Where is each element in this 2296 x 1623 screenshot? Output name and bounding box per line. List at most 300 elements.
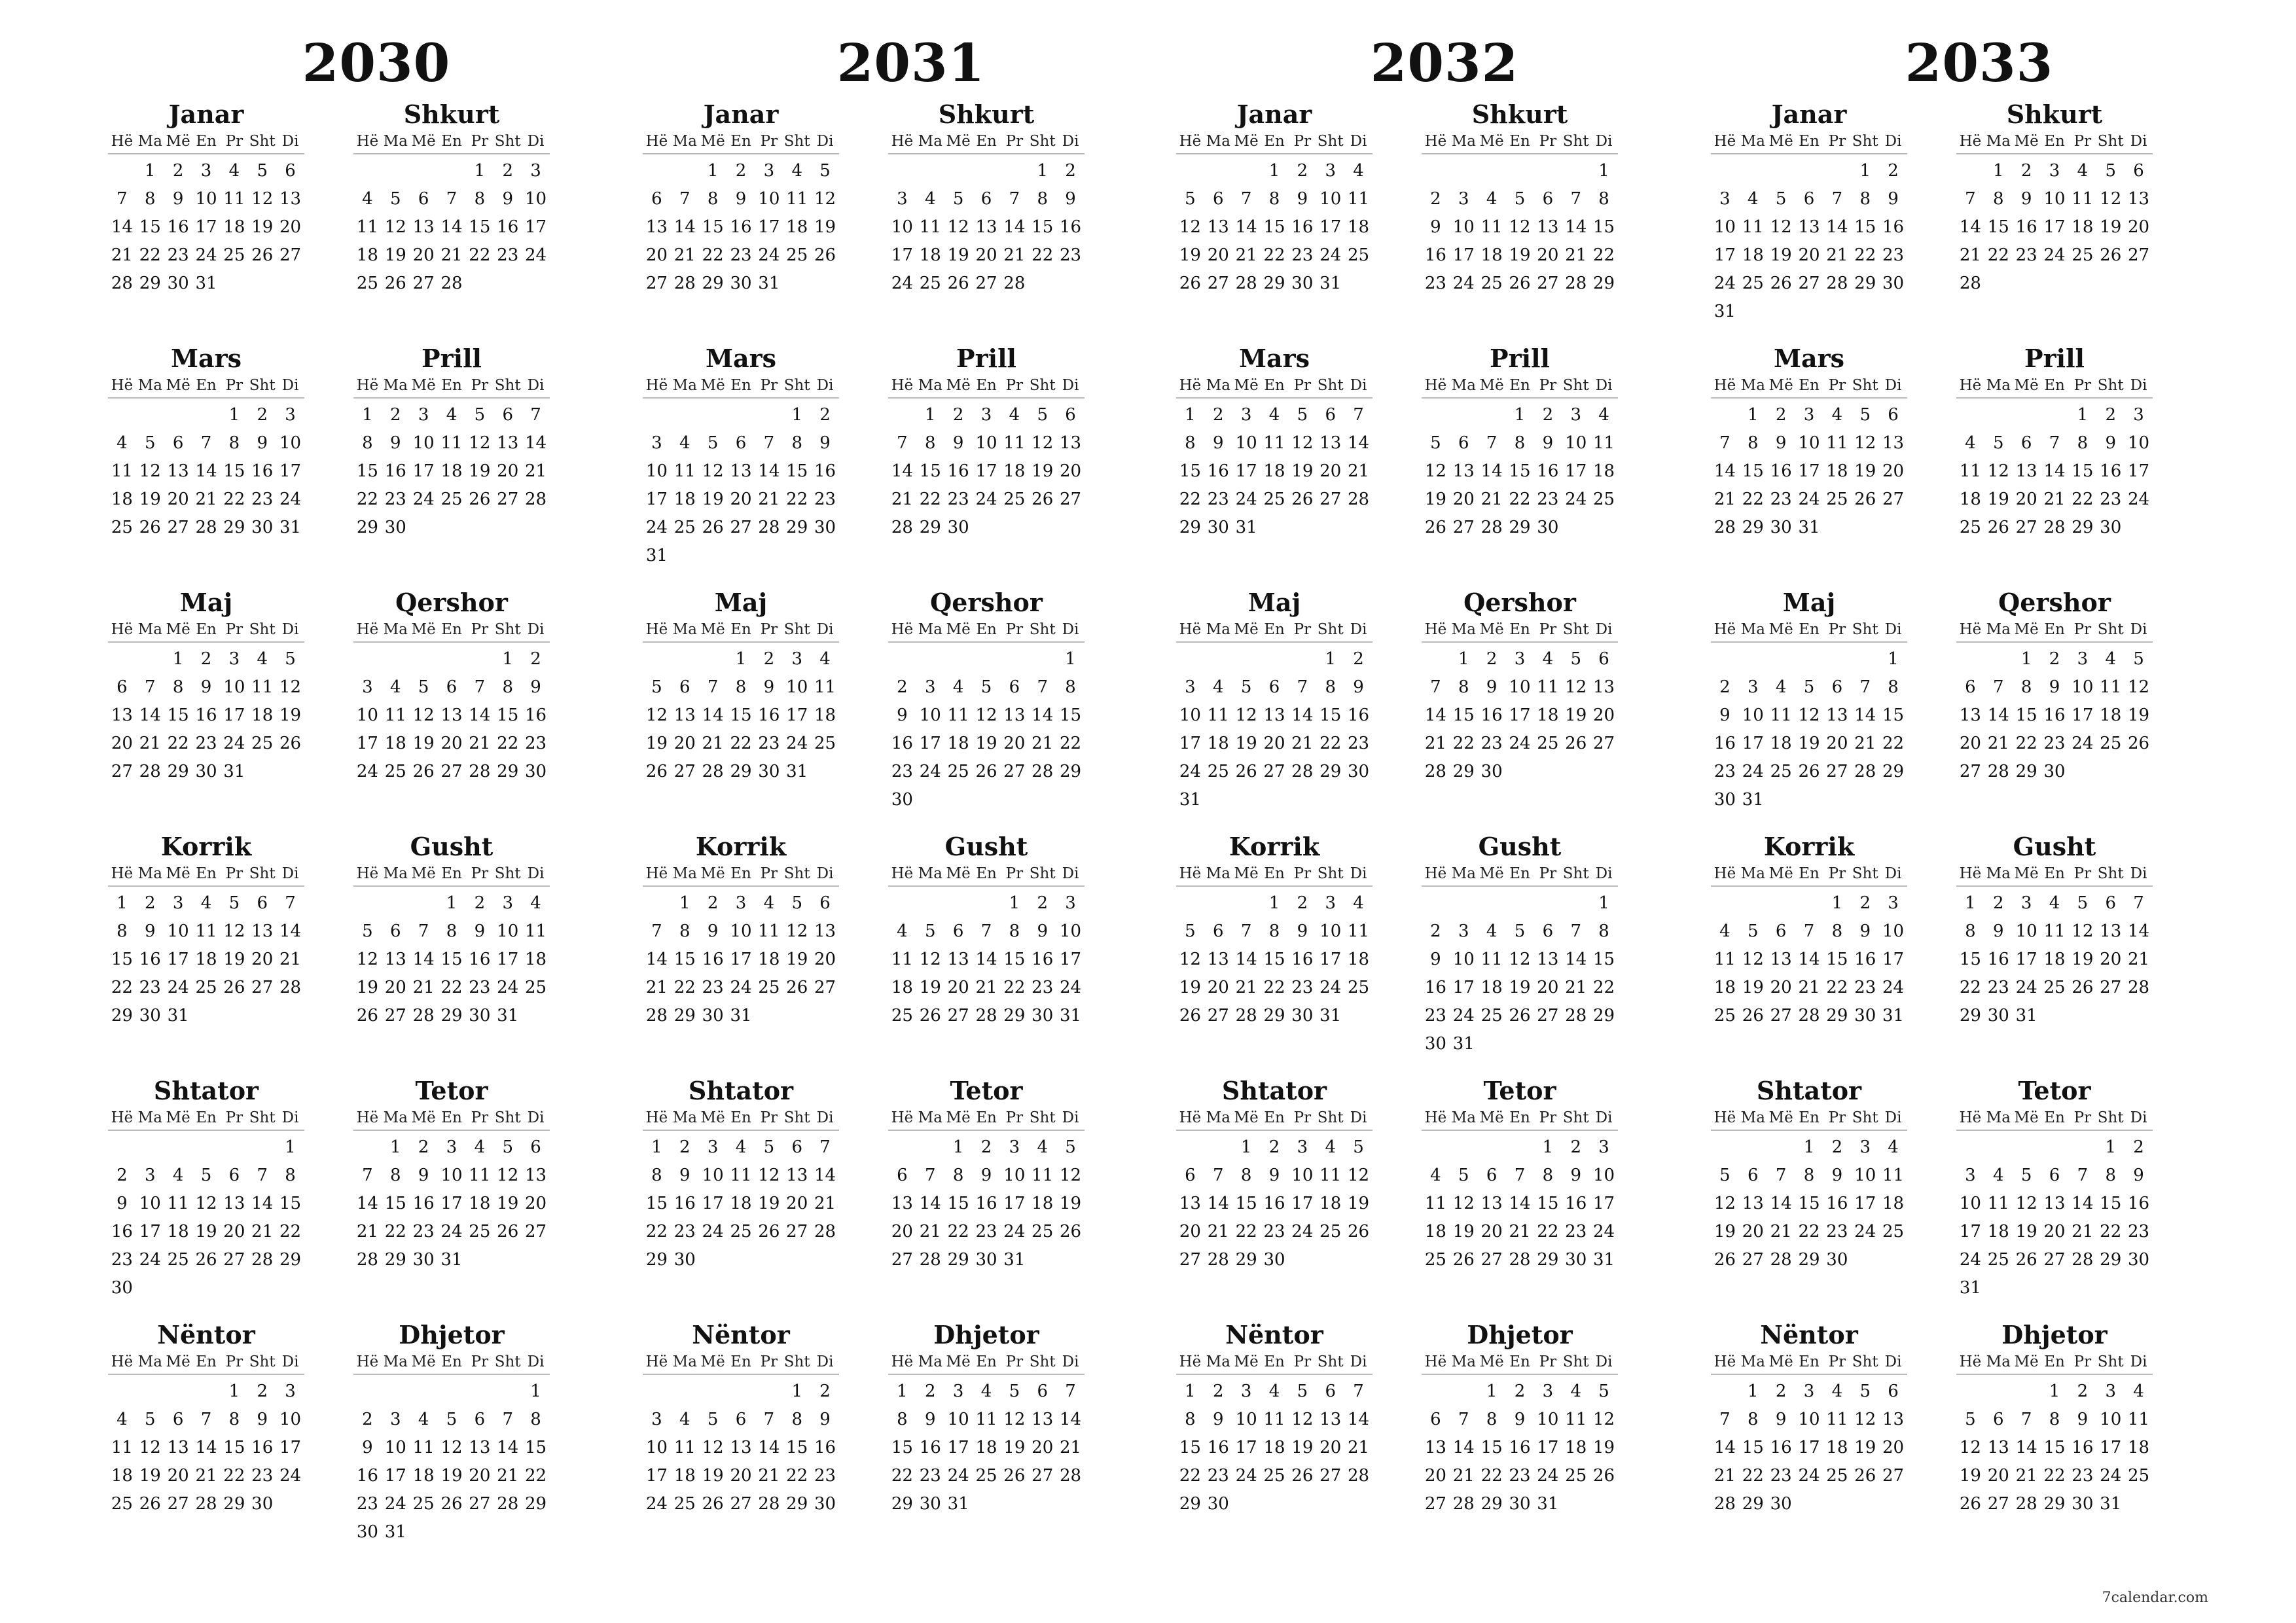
day-cell: 29 <box>1480 1494 1503 1514</box>
weekday-label: Ma <box>918 377 942 394</box>
day-cell: 28 <box>1424 762 1446 781</box>
day-cell: 18 <box>891 978 913 997</box>
day-cell: 20 <box>1826 734 1848 753</box>
month-block <box>1711 832 1907 1076</box>
day-cell: 29 <box>1742 1494 1764 1514</box>
day-cell: 25 <box>440 490 463 509</box>
day-cell: 10 <box>1882 921 1905 941</box>
day-cell: 20 <box>1593 705 1615 725</box>
day-cell: 2 <box>1775 1382 1787 1401</box>
day-cell: 1 <box>1748 1382 1759 1401</box>
day-grid <box>1176 157 1372 298</box>
day-cell: 7 <box>1719 1410 1731 1429</box>
day-cell: 4 <box>1542 649 1554 669</box>
day-cell: 20 <box>1319 1438 1342 1457</box>
day-cell: 5 <box>1775 189 1787 209</box>
day-blank <box>353 1133 382 1162</box>
day-cell: 7 <box>362 1166 373 1185</box>
weekday-label: Më <box>2014 865 2039 882</box>
day-cell: 4 <box>1009 405 1020 425</box>
month-block <box>1176 832 1372 1076</box>
day-cell: 13 <box>167 1438 189 1457</box>
day-grid <box>1176 889 1372 1030</box>
day-cell: 29 <box>139 274 161 293</box>
day-cell: 17 <box>758 217 780 237</box>
day-cell: 2 <box>502 161 513 181</box>
day-cell: 22 <box>356 490 378 509</box>
weekday-label: En <box>976 377 997 394</box>
day-cell: 25 <box>1003 490 1026 509</box>
weekday-label: Hë <box>1179 1353 1202 1370</box>
day-cell: 20 <box>412 245 435 265</box>
day-cell: 18 <box>1003 461 1026 481</box>
day-blank <box>1984 645 2013 673</box>
day-cell: 18 <box>1263 1438 1285 1457</box>
day-cell: 23 <box>251 490 274 509</box>
day-cell: 26 <box>139 1494 161 1514</box>
day-cell: 7 <box>117 189 128 209</box>
weekday-label: En <box>441 377 462 394</box>
day-cell: 22 <box>919 490 941 509</box>
day-cell: 17 <box>356 734 378 753</box>
weekday-label: Sht <box>249 133 276 150</box>
day-cell: 1 <box>735 649 747 669</box>
day-cell: 17 <box>1452 245 1475 265</box>
day-cell: 23 <box>2015 245 2037 265</box>
day-blank <box>888 645 916 673</box>
year-column <box>108 26 645 1564</box>
weekday-label: Më <box>700 865 725 882</box>
weekday-header <box>1422 374 1618 399</box>
day-cell: 1 <box>1598 161 1609 181</box>
day-cell: 29 <box>2100 1250 2122 1270</box>
day-cell: 2 <box>257 405 268 425</box>
day-cell: 24 <box>758 245 780 265</box>
day-cell: 2 <box>2133 1137 2144 1157</box>
day-cell: 7 <box>2077 1166 2089 1185</box>
day-cell: 5 <box>1009 1382 1020 1401</box>
month-name: Qershor <box>930 588 1043 617</box>
day-cell: 5 <box>1297 1382 1308 1401</box>
month-name: Shtator <box>688 1076 794 1105</box>
day-cell: 3 <box>1240 405 1252 425</box>
day-cell: 31 <box>1060 1006 1082 1026</box>
day-cell: 14 <box>645 950 668 969</box>
day-grid <box>1711 1133 1907 1274</box>
month-name: Tetor <box>950 1076 1023 1105</box>
day-cell: 24 <box>1452 1006 1475 1026</box>
month-block <box>353 1320 550 1564</box>
day-cell: 5 <box>2105 161 2116 181</box>
weekday-label: En <box>1509 133 1530 150</box>
weekday-label: Ma <box>672 1353 697 1370</box>
day-cell: 15 <box>2100 1194 2122 1213</box>
day-cell: 19 <box>1959 1466 1981 1486</box>
day-cell: 23 <box>1263 1222 1285 1241</box>
day-cell: 1 <box>117 893 128 913</box>
month-block <box>888 99 1085 344</box>
day-cell: 16 <box>1480 705 1503 725</box>
day-cell: 27 <box>2015 518 2037 537</box>
day-cell: 8 <box>1993 189 2004 209</box>
day-cell: 24 <box>2072 734 2094 753</box>
day-cell: 25 <box>673 518 696 537</box>
day-cell: 18 <box>1987 1222 2009 1241</box>
day-blank <box>1506 157 1534 185</box>
weekday-label: Sht <box>1029 133 1056 150</box>
day-cell: 2 <box>2077 1382 2089 1401</box>
day-cell: 4 <box>1831 1382 1843 1401</box>
day-cell: 10 <box>1452 950 1475 969</box>
month-block <box>1956 1320 2153 1564</box>
day-cell: 25 <box>2100 734 2122 753</box>
month-name: Nëntor <box>692 1320 790 1349</box>
weekday-label: En <box>2044 621 2065 638</box>
day-cell: 8 <box>2020 677 2032 697</box>
weekday-label: Ma <box>137 865 162 882</box>
day-cell: 18 <box>251 705 274 725</box>
day-cell: 7 <box>1213 1166 1224 1185</box>
day-cell: 12 <box>1235 705 1257 725</box>
day-cell: 13 <box>1060 433 1082 453</box>
day-cell: 24 <box>440 1222 463 1241</box>
day-cell: 12 <box>2072 921 2094 941</box>
day-cell: 10 <box>356 705 378 725</box>
month-grid <box>108 99 645 1564</box>
day-cell: 9 <box>2105 433 2116 453</box>
day-cell: 7 <box>897 433 908 453</box>
day-cell: 10 <box>2100 1410 2122 1429</box>
weekday-label: Pr <box>1293 621 1312 638</box>
day-cell: 28 <box>279 978 302 997</box>
day-cell: 26 <box>1713 1250 1736 1270</box>
day-cell: 4 <box>172 1166 184 1185</box>
day-cell: 13 <box>279 189 302 209</box>
day-cell: 27 <box>947 1006 969 1026</box>
weekday-label: Ma <box>1986 1109 2011 1126</box>
day-cell: 16 <box>947 461 969 481</box>
weekday-label: Sht <box>2097 865 2124 882</box>
weekday-label: Hë <box>1959 133 1982 150</box>
day-cell: 1 <box>145 161 156 181</box>
weekday-label: Më <box>1234 377 1259 394</box>
day-cell: 12 <box>814 189 836 209</box>
day-cell: 6 <box>2020 433 2032 453</box>
day-cell: 23 <box>1770 1466 1792 1486</box>
weekday-label: Di <box>1350 1353 1367 1370</box>
day-blank <box>1506 1133 1534 1162</box>
weekday-label: Hë <box>1959 621 1982 638</box>
day-cell: 26 <box>1798 762 1820 781</box>
day-cell: 19 <box>139 1466 161 1486</box>
day-cell: 16 <box>139 950 161 969</box>
day-cell: 15 <box>1593 217 1615 237</box>
day-cell: 22 <box>525 1466 547 1486</box>
day-cell: 21 <box>195 1466 217 1486</box>
day-cell: 22 <box>673 978 696 997</box>
weekday-label: Hë <box>356 377 379 394</box>
day-cell: 5 <box>2133 649 2144 669</box>
day-cell: 19 <box>702 1466 724 1486</box>
day-cell: 3 <box>651 1410 662 1429</box>
day-cell: 24 <box>1882 978 1905 997</box>
weekday-label: Sht <box>2097 1109 2124 1126</box>
day-cell: 17 <box>1319 950 1342 969</box>
day-cell: 14 <box>279 921 302 941</box>
day-cell: 26 <box>1565 734 1587 753</box>
day-cell: 6 <box>1213 189 1224 209</box>
day-cell: 14 <box>1509 1194 1531 1213</box>
day-cell: 18 <box>167 1222 189 1241</box>
day-cell: 21 <box>891 490 913 509</box>
day-cell: 11 <box>111 461 133 481</box>
weekday-label: Pr <box>760 1353 778 1370</box>
weekday-label: Ma <box>1986 865 2011 882</box>
day-cell: 13 <box>1987 1438 2009 1457</box>
day-cell: 2 <box>2020 161 2032 181</box>
weekday-label: Më <box>1479 621 1504 638</box>
month-name: Nëntor <box>1225 1320 1323 1349</box>
weekday-header <box>353 130 550 154</box>
weekday-label: Pr <box>1005 865 1024 882</box>
weekday-label: Di <box>1884 133 1902 150</box>
day-cell: 20 <box>891 1222 913 1241</box>
weekday-label: Hë <box>1179 1109 1202 1126</box>
day-cell: 11 <box>1742 217 1764 237</box>
day-blank <box>1176 157 1204 185</box>
day-blank <box>671 1378 699 1406</box>
weekday-label: Sht <box>494 1353 521 1370</box>
day-cell: 17 <box>1882 950 1905 969</box>
day-cell: 13 <box>497 433 519 453</box>
weekday-label: Ma <box>1740 865 1765 882</box>
day-cell: 14 <box>525 433 547 453</box>
day-blank <box>1711 1378 1739 1406</box>
day-cell: 15 <box>1452 705 1475 725</box>
day-blank <box>1422 645 1450 673</box>
month-name: Dhjetor <box>1467 1320 1573 1349</box>
day-cell: 2 <box>763 649 775 669</box>
month-name: Qershor <box>395 588 508 617</box>
day-grid <box>353 645 550 786</box>
day-cell: 23 <box>469 978 491 997</box>
weekday-label: Hë <box>645 133 668 150</box>
day-cell: 9 <box>1430 950 1441 969</box>
weekday-label: Ma <box>1740 621 1765 638</box>
day-cell: 6 <box>1542 189 1554 209</box>
day-blank <box>1450 1378 1478 1406</box>
day-cell: 5 <box>1803 677 1815 697</box>
month-name: Maj <box>1247 588 1301 617</box>
weekday-label: En <box>1264 1109 1285 1126</box>
weekday-label: Di <box>2130 1353 2147 1370</box>
day-cell: 28 <box>891 518 913 537</box>
day-cell: 28 <box>1987 762 2009 781</box>
weekday-label: Hë <box>111 621 134 638</box>
weekday-label: Më <box>166 621 190 638</box>
day-cell: 19 <box>1987 490 2009 509</box>
day-cell: 18 <box>1207 734 1229 753</box>
day-cell: 7 <box>1803 921 1815 941</box>
day-cell: 15 <box>469 217 491 237</box>
day-cell: 20 <box>1452 490 1475 509</box>
day-cell: 28 <box>702 762 724 781</box>
day-cell: 5 <box>1353 1137 1364 1157</box>
day-blank <box>1823 157 1851 185</box>
weekday-label: En <box>2044 1109 2065 1126</box>
day-cell: 21 <box>645 978 668 997</box>
weekday-header <box>1176 130 1372 154</box>
day-blank <box>382 889 410 918</box>
day-cell: 25 <box>730 1222 752 1241</box>
day-cell: 27 <box>1480 1250 1503 1270</box>
day-cell: 28 <box>1959 274 1981 293</box>
day-cell: 14 <box>1565 950 1587 969</box>
site-credit: 7calendar.com <box>2102 1590 2208 1606</box>
day-cell: 13 <box>525 1166 547 1185</box>
day-cell: 7 <box>530 405 541 425</box>
day-cell: 25 <box>1263 490 1285 509</box>
day-cell: 16 <box>167 217 189 237</box>
weekday-label: Pr <box>1005 1109 1024 1126</box>
weekday-label: Pr <box>1539 1109 1557 1126</box>
day-cell: 2 <box>1542 405 1554 425</box>
day-cell: 24 <box>195 245 217 265</box>
day-cell: 12 <box>702 461 724 481</box>
month-block <box>888 588 1085 832</box>
weekday-label: En <box>1509 1109 1530 1126</box>
day-cell: 12 <box>139 1438 161 1457</box>
weekday-label: Sht <box>1317 621 1344 638</box>
day-cell: 1 <box>362 405 373 425</box>
weekday-label: Ma <box>1740 1353 1765 1370</box>
weekday-label: Pr <box>1005 1353 1024 1370</box>
day-cell: 3 <box>791 649 802 669</box>
month-block <box>1711 588 1907 832</box>
weekday-label: Ma <box>1451 1109 1476 1126</box>
day-cell: 27 <box>814 978 836 997</box>
day-cell: 24 <box>384 1494 406 1514</box>
day-cell: 6 <box>257 893 268 913</box>
day-cell: 1 <box>228 1382 240 1401</box>
day-cell: 2 <box>530 649 541 669</box>
day-cell: 2 <box>1268 1137 1280 1157</box>
day-cell: 4 <box>1486 921 1498 941</box>
day-cell: 22 <box>497 734 519 753</box>
day-cell: 24 <box>1060 978 1082 997</box>
weekday-label: Ma <box>1986 377 2011 394</box>
weekday-label: Di <box>281 865 299 882</box>
day-cell: 24 <box>1235 1466 1257 1486</box>
day-grid <box>1422 889 1618 1058</box>
weekday-header <box>353 618 550 643</box>
day-cell: 17 <box>1537 1438 1559 1457</box>
day-blank <box>248 1133 276 1162</box>
day-cell: 10 <box>1235 433 1257 453</box>
day-cell: 18 <box>2072 217 2094 237</box>
day-cell: 17 <box>2072 705 2094 725</box>
day-cell: 14 <box>356 1194 378 1213</box>
day-cell: 7 <box>1430 677 1441 697</box>
day-blank <box>1711 157 1739 185</box>
weekday-label: En <box>976 1109 997 1126</box>
day-cell: 23 <box>1291 978 1314 997</box>
day-cell: 17 <box>279 461 302 481</box>
day-cell: 20 <box>251 950 274 969</box>
day-cell: 20 <box>1424 1466 1446 1486</box>
day-cell: 19 <box>1179 245 1201 265</box>
day-cell: 6 <box>390 921 401 941</box>
day-cell: 2 <box>925 1382 936 1401</box>
day-cell: 27 <box>786 1222 808 1241</box>
day-cell: 14 <box>139 705 161 725</box>
day-cell: 16 <box>251 461 274 481</box>
day-blank <box>944 889 973 918</box>
day-cell: 19 <box>195 1222 217 1241</box>
weekday-header <box>1711 1350 1907 1375</box>
day-cell: 5 <box>228 893 240 913</box>
day-blank <box>699 645 727 673</box>
day-cell: 25 <box>195 978 217 997</box>
weekday-label: En <box>1264 377 1285 394</box>
day-cell: 21 <box>525 461 547 481</box>
day-cell: 5 <box>980 677 992 697</box>
day-cell: 28 <box>645 1006 668 1026</box>
weekday-label: Më <box>1768 377 1793 394</box>
day-cell: 14 <box>1713 461 1736 481</box>
day-cell: 30 <box>1987 1006 2009 1026</box>
day-cell: 23 <box>1854 978 1876 997</box>
day-cell: 23 <box>111 1250 133 1270</box>
day-cell: 9 <box>1213 433 1224 453</box>
weekday-label: Sht <box>1029 377 1056 394</box>
day-cell: 20 <box>1003 734 1026 753</box>
day-cell: 9 <box>1297 189 1308 209</box>
day-cell: 2 <box>1859 893 1871 913</box>
day-blank <box>1739 157 1767 185</box>
weekday-header <box>108 374 304 399</box>
month-name: Korrik <box>695 832 787 861</box>
weekday-label: En <box>1264 621 1285 638</box>
day-cell: 16 <box>1424 245 1446 265</box>
day-cell: 17 <box>645 490 668 509</box>
day-cell: 15 <box>1031 217 1054 237</box>
year-title: 2033 <box>1905 32 2054 94</box>
weekday-label: Di <box>281 621 299 638</box>
weekday-label: En <box>196 621 217 638</box>
day-cell: 5 <box>1185 189 1196 209</box>
weekday-label: Di <box>816 865 834 882</box>
day-cell: 25 <box>1537 734 1559 753</box>
day-cell: 16 <box>1207 461 1229 481</box>
weekday-label: Hë <box>1424 377 1447 394</box>
day-cell: 1 <box>651 1137 662 1157</box>
day-cell: 11 <box>1319 1166 1342 1185</box>
day-cell: 19 <box>1179 978 1201 997</box>
day-cell: 21 <box>111 245 133 265</box>
day-cell: 16 <box>2043 705 2066 725</box>
weekday-label: Di <box>1062 377 1079 394</box>
weekday-label: Pr <box>2073 1109 2092 1126</box>
day-cell: 10 <box>758 189 780 209</box>
day-cell: 30 <box>1713 790 1736 810</box>
day-cell: 30 <box>111 1278 133 1298</box>
day-cell: 25 <box>1207 762 1229 781</box>
day-blank <box>916 889 944 918</box>
day-cell: 26 <box>2072 978 2094 997</box>
day-cell: 1 <box>1598 893 1609 913</box>
day-cell: 27 <box>1537 1006 1559 1026</box>
